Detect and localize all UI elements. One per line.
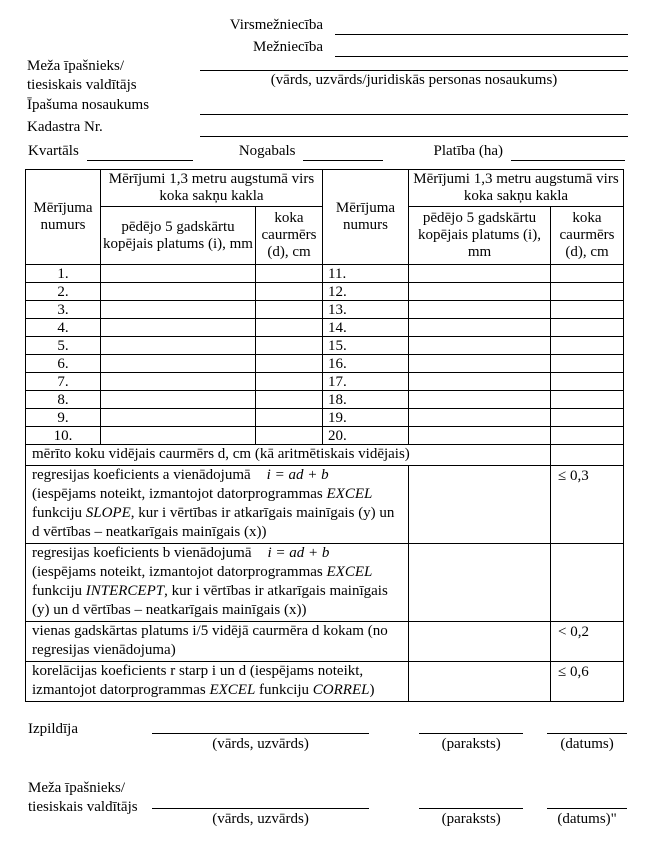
col-header-measurement-number-right: Mērījuma numurs <box>323 170 409 265</box>
table-row <box>26 337 624 355</box>
owner-date-caption: (datums)" <box>557 811 617 827</box>
owner-signature-label: Meža īpašnieks/ tiesiskais valdītājs <box>28 780 138 815</box>
ring-width-value-cell[interactable] <box>409 622 551 662</box>
measurement-number: 17. <box>323 373 409 391</box>
measurement-number: 2. <box>26 283 101 301</box>
owner-field-line[interactable] <box>200 57 628 71</box>
coef-b-formula: i = ad + b <box>267 545 330 561</box>
correlation-limit: ≤ 0,6 <box>551 662 624 702</box>
diameter-value-cell[interactable] <box>256 337 323 355</box>
coef-b-title: regresijas koeficients b vienādojumā i = ad + b <box>32 545 330 561</box>
measurement-number: 16. <box>323 355 409 373</box>
coef-a-description <box>26 466 409 544</box>
measurement-number: 4. <box>26 319 101 337</box>
measurement-number: 10. <box>26 427 101 445</box>
executor-signature-line[interactable] <box>419 720 523 734</box>
col-header-diameter-left: koka caurmērs (d), cm <box>256 207 323 265</box>
owner-signature-row <box>28 779 627 829</box>
diameter-value-cell[interactable] <box>256 409 323 427</box>
ring-width-value-cell[interactable] <box>409 337 551 355</box>
kvartals-field-line[interactable] <box>87 144 193 161</box>
ring-width-value-cell[interactable] <box>409 409 551 427</box>
kvartals-label: Kvartāls <box>28 143 79 159</box>
diameter-value-cell[interactable] <box>551 265 624 283</box>
ring-width-value-cell[interactable] <box>409 319 551 337</box>
kvartals-row <box>28 140 625 161</box>
ring-width-value-cell[interactable] <box>101 283 256 301</box>
avg-diameter-label: mērīto koku vidējais caurmērs d, cm (kā aritmētiskais vidējais) <box>26 445 551 466</box>
owner-field <box>200 57 628 95</box>
measurement-number: 20. <box>323 427 409 445</box>
ring-width-limit: < 0,2 <box>551 622 624 662</box>
executor-date-line[interactable] <box>547 720 627 734</box>
virsmeznieciba-row <box>0 13 628 35</box>
diameter-value-cell[interactable] <box>551 301 624 319</box>
owner-field-caption: (vārds, uzvārds/juridiskās personas nosaukums) <box>270 72 558 88</box>
correlation-description <box>26 662 409 702</box>
table-row <box>26 373 624 391</box>
ring-width-value-cell[interactable] <box>101 265 256 283</box>
table-row <box>26 355 624 373</box>
cadastre-label: Kadastra Nr. <box>27 119 103 135</box>
measurement-number: 7. <box>26 373 101 391</box>
coef-b-row <box>26 544 624 622</box>
table-row <box>26 283 624 301</box>
measurement-number: 9. <box>26 409 101 427</box>
ring-width-value-cell[interactable] <box>101 355 256 373</box>
diameter-value-cell[interactable] <box>551 427 624 445</box>
table-row <box>26 265 624 283</box>
table-row <box>26 319 624 337</box>
executor-name-field <box>152 720 370 754</box>
ring-width-value-cell[interactable] <box>409 301 551 319</box>
ring-width-description: vienas gadskārtas platums i/5 vidējā caurmēra d kokam (no regresijas vienādojuma) <box>26 622 409 662</box>
measurement-number: 8. <box>26 391 101 409</box>
ring-width-value-cell[interactable] <box>101 391 256 409</box>
diameter-value-cell[interactable] <box>256 373 323 391</box>
meznieciba-row <box>0 35 628 57</box>
correlation-value-cell[interactable] <box>409 662 551 702</box>
owner-name-field <box>152 779 370 829</box>
ring-width-value-cell[interactable] <box>101 427 256 445</box>
diameter-value-cell[interactable] <box>256 391 323 409</box>
measurement-number: 13. <box>323 301 409 319</box>
diameter-value-cell[interactable] <box>256 265 323 283</box>
diameter-value-cell[interactable] <box>256 355 323 373</box>
col-header-measurement-number-left: Mērījuma numurs <box>26 170 101 265</box>
measurement-number: 11. <box>323 265 409 283</box>
ring-width-row <box>26 622 624 662</box>
coef-a-limit: ≤ 0,3 <box>551 466 624 544</box>
col-header-diameter-right: koka caurmērs (d), cm <box>551 207 624 265</box>
ring-width-value-cell[interactable] <box>101 319 256 337</box>
diameter-value-cell[interactable] <box>256 319 323 337</box>
diameter-value-cell[interactable] <box>551 337 624 355</box>
ring-width-value-cell[interactable] <box>409 283 551 301</box>
coef-a-row <box>26 466 624 544</box>
executor-signature-row <box>28 720 627 754</box>
correlation-row <box>26 662 624 702</box>
ring-width-value-cell[interactable] <box>409 355 551 373</box>
measurement-number: 5. <box>26 337 101 355</box>
measurement-number: 3. <box>26 301 101 319</box>
measurement-number: 19. <box>323 409 409 427</box>
coef-a-title: regresijas koeficients a vienādojumā i = ad + b <box>32 467 329 483</box>
nogabals-field-line[interactable] <box>303 144 383 161</box>
coef-b-description <box>26 544 409 622</box>
ring-width-value-cell[interactable] <box>101 301 256 319</box>
diameter-value-cell[interactable] <box>256 301 323 319</box>
coef-a-formula: i = ad + b <box>266 467 329 483</box>
col-header-group-left: Mērījumi 1,3 metru augstumā virs koka sakņu kakla <box>101 170 323 207</box>
cadastre-row <box>0 118 628 139</box>
col-header-ring-width-right: pēdējo 5 gadskārtu kopējais platums (i), mm <box>409 207 551 265</box>
virsmeznieciba-field-line[interactable] <box>335 16 628 35</box>
owner-name-caption: (vārds, uzvārds) <box>212 811 309 827</box>
platiba-field-line[interactable] <box>511 144 625 161</box>
measurement-number: 15. <box>323 337 409 355</box>
ring-width-value-cell[interactable] <box>101 373 256 391</box>
diameter-value-cell[interactable] <box>256 283 323 301</box>
diameter-value-cell[interactable] <box>256 427 323 445</box>
diameter-value-cell[interactable] <box>551 391 624 409</box>
table-row <box>26 391 624 409</box>
executor-date-field <box>547 720 627 754</box>
measurement-number: 1. <box>26 265 101 283</box>
avg-diameter-row <box>26 445 624 466</box>
diameter-value-cell[interactable] <box>551 319 624 337</box>
cadastre-field-line[interactable] <box>200 118 628 137</box>
executor-label: Izpildīja <box>28 721 78 737</box>
executor-signature-field <box>419 720 523 754</box>
avg-diameter-value-cell[interactable] <box>551 445 624 466</box>
measurement-number: 18. <box>323 391 409 409</box>
ring-width-value-cell[interactable] <box>409 427 551 445</box>
diameter-value-cell[interactable] <box>551 355 624 373</box>
owner-signature-field <box>419 779 523 829</box>
executor-name-caption: (vārds, uzvārds) <box>212 736 309 752</box>
executor-date-caption: (datums) <box>560 736 614 752</box>
meznieciba-field-line[interactable] <box>335 38 628 57</box>
ring-width-value-cell[interactable] <box>101 337 256 355</box>
measurement-number: 6. <box>26 355 101 373</box>
owner-date-line[interactable] <box>547 779 627 809</box>
coef-b-limit <box>551 544 624 622</box>
property-row <box>0 96 628 117</box>
col-header-group-right: Mērījumi 1,3 metru augstumā virs koka sakņu kakla <box>409 170 624 207</box>
executor-name-line[interactable] <box>152 720 370 734</box>
ring-width-value-cell[interactable] <box>409 391 551 409</box>
measurement-table <box>25 169 624 702</box>
owner-name-line[interactable] <box>152 779 370 809</box>
owner-signature-line[interactable] <box>419 779 523 809</box>
property-label: Īpašuma nosaukums <box>27 97 150 113</box>
ring-width-value-cell[interactable] <box>101 409 256 427</box>
owner-signature-caption: (paraksts) <box>441 811 501 827</box>
coef-a-note: (iespējams noteikt, izmantojot datorprogrammas EXCEL funkciju SLOPE, kur i vērtības ir atkarīgais mainīgais (y) un d vērtības – neatkarīgais mainīgais (x)) <box>32 486 395 540</box>
owner-label: Meža īpašnieks/ tiesiskais valdītājs <box>27 58 137 93</box>
table-row <box>26 427 624 445</box>
col-header-ring-width-left: pēdējo 5 gadskārtu kopējais platums (i), mm <box>101 207 256 265</box>
platiba-label: Platība (ha) <box>433 143 504 159</box>
owner-date-field <box>547 779 627 829</box>
virsmeznieciba-label: Virsmežniecība <box>229 17 323 33</box>
owner-row <box>0 57 628 95</box>
diameter-value-cell[interactable] <box>551 283 624 301</box>
diameter-value-cell[interactable] <box>551 409 624 427</box>
ring-width-value-cell[interactable] <box>409 373 551 391</box>
correlation-note: korelācijas koeficients r starp i un d (iespējams noteikt, izmantojot datorprogrammas EXCEL funkciju CORREL) <box>32 663 375 698</box>
table-row <box>26 409 624 427</box>
measurement-number: 14. <box>323 319 409 337</box>
ring-width-value-cell[interactable] <box>409 265 551 283</box>
coef-a-value-cell[interactable] <box>409 466 551 544</box>
measurement-number: 12. <box>323 283 409 301</box>
coef-b-note: (iespējams noteikt, izmantojot datorprogrammas EXCEL funkciju INTERCEPT, kur i vērtības ir atkarīgais mainīgais (y) un d vērtības – neatkarīgais mainīgais (x)) <box>32 564 388 618</box>
coef-b-value-cell[interactable] <box>409 544 551 622</box>
executor-signature-caption: (paraksts) <box>441 736 501 752</box>
diameter-value-cell[interactable] <box>551 373 624 391</box>
table-row <box>26 301 624 319</box>
table-header-group-row <box>26 170 624 207</box>
meznieciba-label: Mežniecība <box>253 39 323 55</box>
property-field-line[interactable] <box>200 96 628 115</box>
nogabals-label: Nogabals <box>238 143 296 159</box>
